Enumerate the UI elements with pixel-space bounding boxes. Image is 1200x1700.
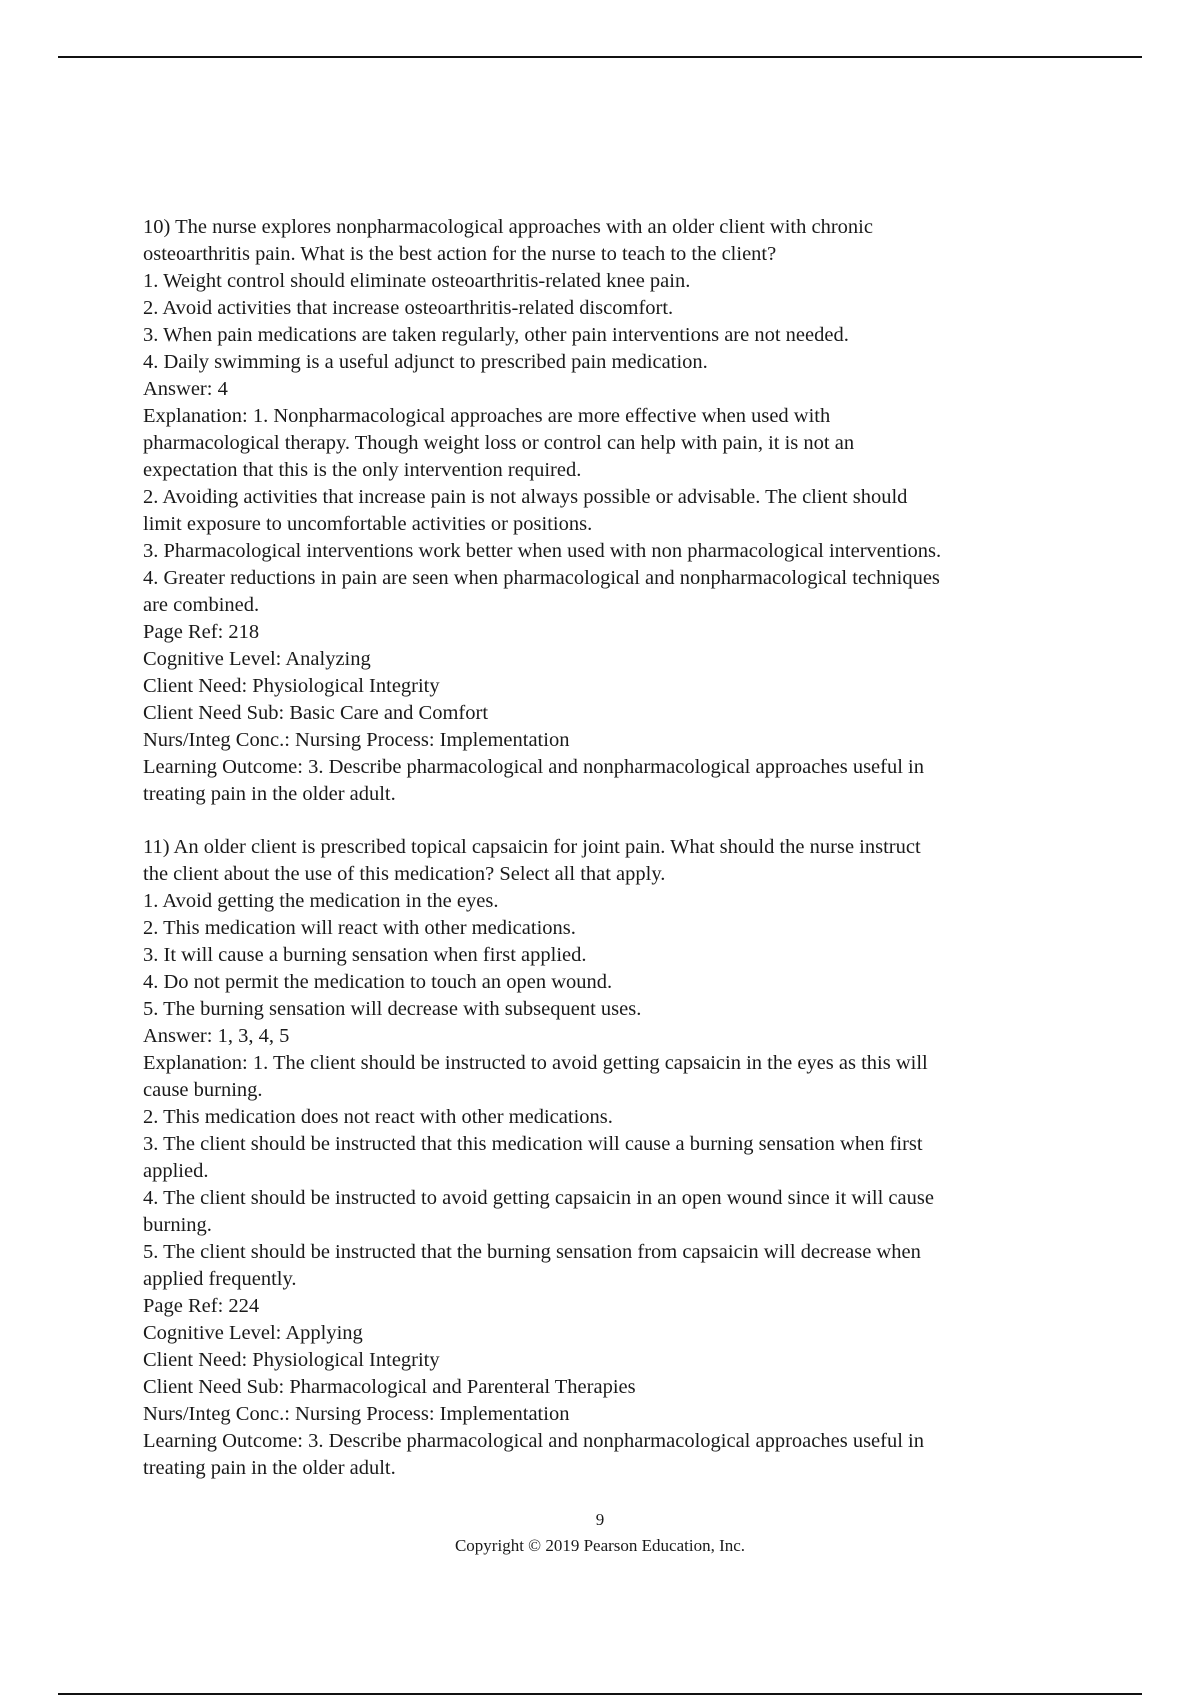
question-11-answer: Answer: 1, 3, 4, 5 [143,1025,290,1047]
question-10-explanation-line-4: 2. Avoiding activities that increase pain is not always possible or advisable. The client should [143,486,908,508]
question-11-option-5: 5. The burning sensation will decrease with subsequent uses. [143,998,642,1020]
question-10-option-1: 1. Weight control should eliminate osteoarthritis-related knee pain. [143,270,691,292]
question-10-cognitive-level: Cognitive Level: Analyzing [143,648,371,670]
question-11-explanation-line-3: 2. This medication does not react with other medications. [143,1106,613,1128]
question-10-nurs-integ-conc: Nurs/Integ Conc.: Nursing Process: Implementation [143,729,570,751]
question-10-stem-line-2: osteoarthritis pain. What is the best action for the nurse to teach to the client? [143,243,777,265]
question-10-option-4: 4. Daily swimming is a useful adjunct to prescribed pain medication. [143,351,708,373]
document-body [143,214,1073,1482]
question-10-option-2: 2. Avoid activities that increase osteoarthritis-related discomfort. [143,297,674,319]
question-11-option-3: 3. It will cause a burning sensation when first applied. [143,944,587,966]
question-10-explanation-line-6: 3. Pharmacological interventions work better when used with non pharmacological interventions. [143,540,942,562]
question-10-client-need-sub: Client Need Sub: Basic Care and Comfort [143,702,489,724]
question-11-page-ref: Page Ref: 224 [143,1295,260,1317]
footer-rule [58,1693,1142,1695]
question-11-cognitive-level: Cognitive Level: Applying [143,1322,363,1344]
question-10-explanation-line-3: expectation that this is the only intervention required. [143,459,582,481]
question-10 [143,214,1073,808]
page-number: 9 [595,1510,605,1529]
copyright-notice: Copyright © 2019 Pearson Education, Inc. [454,1536,746,1555]
question-spacer [143,808,1073,834]
question-11-stem-line-2: the client about the use of this medication? Select all that apply. [143,863,666,885]
question-10-explanation-line-5: limit exposure to uncomfortable activities or positions. [143,513,593,535]
question-11-client-need-sub: Client Need Sub: Pharmacological and Parenteral Therapies [143,1376,636,1398]
question-11-explanation-line-5: applied. [143,1160,209,1182]
question-10-learning-outcome-line-1: Learning Outcome: 3. Describe pharmacological and nonpharmacological approaches useful in [143,756,924,778]
question-11-option-1: 1. Avoid getting the medication in the eyes. [143,890,499,912]
header-rule [58,56,1142,58]
question-11-explanation-line-9: applied frequently. [143,1268,297,1290]
question-11-option-2: 2. This medication will react with other medications. [143,917,576,939]
question-11-client-need: Client Need: Physiological Integrity [143,1349,440,1371]
question-11-explanation-line-2: cause burning. [143,1079,263,1101]
question-10-explanation-line-1: Explanation: 1. Nonpharmacological approaches are more effective when used with [143,405,831,427]
question-10-page-ref: Page Ref: 218 [143,621,260,643]
question-10-explanation-line-2: pharmacological therapy. Though weight loss or control can help with pain, it is not an [143,432,855,454]
question-10-answer: Answer: 4 [143,378,228,400]
question-11-option-4: 4. Do not permit the medication to touch an open wound. [143,971,613,993]
question-11-nurs-integ-conc: Nurs/Integ Conc.: Nursing Process: Implementation [143,1403,570,1425]
question-11-explanation-line-8: 5. The client should be instructed that the burning sensation from capsaicin will decrease when [143,1241,921,1263]
question-11-explanation-line-4: 3. The client should be instructed that this medication will cause a burning sensation when first [143,1133,923,1155]
question-10-option-3: 3. When pain medications are taken regularly, other pain interventions are not needed. [143,324,849,346]
question-11 [143,834,1073,1482]
question-11-learning-outcome-line-2: treating pain in the older adult. [143,1457,396,1479]
question-10-client-need: Client Need: Physiological Integrity [143,675,440,697]
question-10-stem-line-1: 10) The nurse explores nonpharmacological approaches with an older client with chronic [143,216,873,238]
question-11-stem-line-1: 11) An older client is prescribed topical capsaicin for joint pain. What should the nurse instruct [143,836,921,858]
question-11-explanation-line-6: 4. The client should be instructed to avoid getting capsaicin in an open wound since it will cause [143,1187,934,1209]
question-10-explanation-line-8: are combined. [143,594,260,616]
question-11-explanation-line-1: Explanation: 1. The client should be instructed to avoid getting capsaicin in the eyes as this will [143,1052,928,1074]
question-10-learning-outcome-line-2: treating pain in the older adult. [143,783,396,805]
question-11-explanation-line-7: burning. [143,1214,212,1236]
question-10-explanation-line-7: 4. Greater reductions in pain are seen when pharmacological and nonpharmacological techniques [143,567,940,589]
question-11-learning-outcome-line-1: Learning Outcome: 3. Describe pharmacological and nonpharmacological approaches useful in [143,1430,924,1452]
